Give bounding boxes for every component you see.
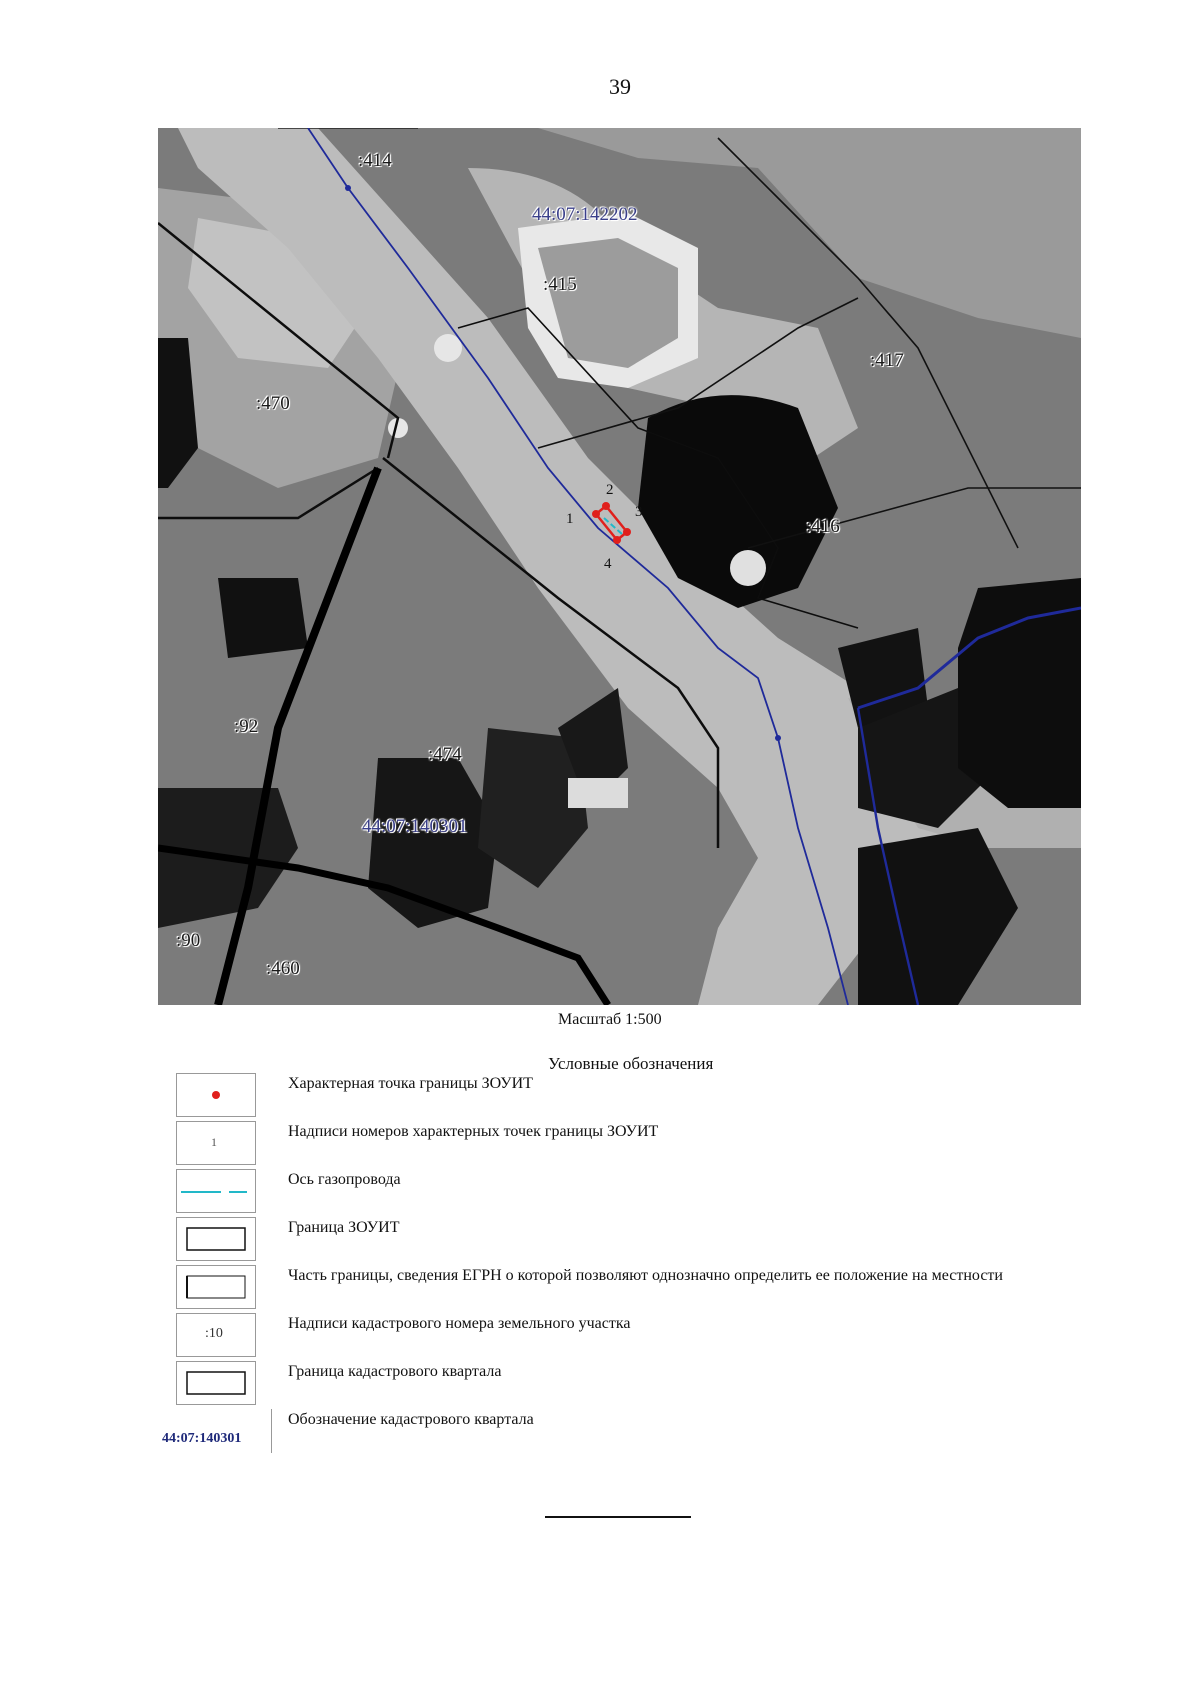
point-number-3: 3 [635,504,643,520]
red-dot-icon [176,1073,256,1117]
quarter-number-sample: 44:07:140301 [160,1409,272,1453]
parcel-label-415: :415 [543,274,577,295]
legend-item-zouit-boundary [176,1217,1076,1263]
legend-item-text: Обозначение кадастрового квартала [288,1411,534,1428]
point-number-sample: 1 [176,1121,256,1165]
point-number-4: 4 [604,556,612,572]
legend-item-boundary-point [176,1073,1076,1119]
parcel-label-92: :92 [234,716,259,737]
boundary-rect-icon [176,1217,256,1261]
legend-item-text: Граница ЗОУИТ [288,1219,400,1236]
boundary-rect-thin-icon [176,1265,256,1309]
parcel-label-416: :416 [806,516,840,537]
map-scale: Масштаб 1:500 [558,1011,662,1028]
parcel-label-417: :417 [870,350,904,371]
legend-item-quarter-boundary [176,1361,1076,1407]
legend-item-text: Надписи кадастрового номера земельного участка [288,1315,631,1332]
parcel-label-470: :470 [256,393,290,414]
parcel-label-460: :460 [266,958,300,979]
legend-item-gas-axis [176,1169,1076,1215]
parcel-label-90: :90 [176,930,201,951]
page-number: 39 [609,74,631,99]
parcel-label-414: :414 [358,150,392,171]
quarter-label-142202: 44:07:142202 [532,204,638,225]
point-number-1: 1 [566,511,574,527]
legend-item-quarter-number [162,1409,1076,1455]
cadastral-map [158,128,1081,1005]
legend-item-text: Ось газопровода [288,1171,401,1188]
legend-item-text: Надписи номеров характерных точек границы ЗОУИТ [288,1123,659,1140]
dashed-line-icon [176,1169,256,1213]
map-imagery [158,128,1081,1005]
legend-item-egrn-boundary [176,1265,1076,1311]
legend-item-text: Часть границы, сведения ЕГРН о которой позволяют однозначно определить ее положение на местности [288,1267,1003,1284]
parcel-label-474: :474 [428,744,462,765]
legend-item-parcel-number [176,1313,1076,1359]
quarter-label-140301: 44:07:140301 [362,816,468,837]
quarter-boundary-rect-icon [176,1361,256,1405]
footer-rule [545,1516,691,1518]
legend-item-point-numbers [176,1121,1076,1167]
legend-item-text: Граница кадастрового квартала [288,1363,502,1380]
point-number-2: 2 [606,482,614,498]
parcel-number-sample: :10 [176,1313,256,1357]
legend-title: Условные обозначения [548,1054,714,1073]
legend-item-text: Характерная точка границы ЗОУИТ [288,1075,533,1092]
